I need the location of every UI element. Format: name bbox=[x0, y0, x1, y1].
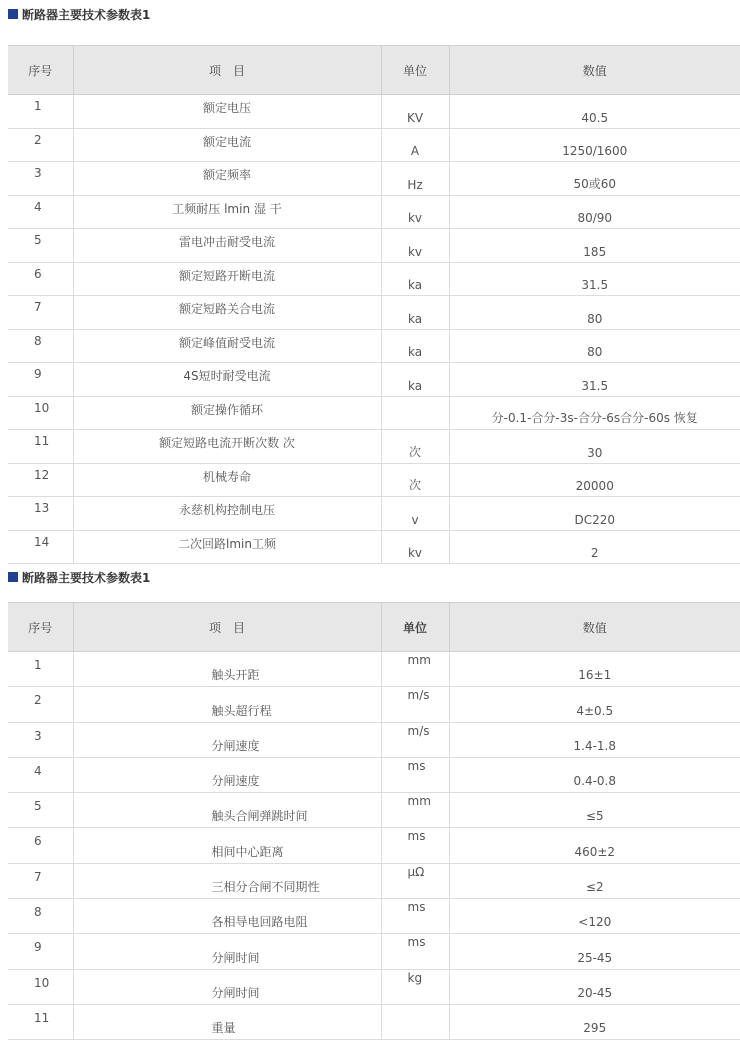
table-row bbox=[8, 969, 740, 1004]
row-unit bbox=[381, 1004, 449, 1039]
header-unit: 单位 bbox=[381, 603, 449, 652]
row-item: 额定电压 bbox=[73, 95, 381, 129]
row-index: 6 bbox=[8, 828, 73, 863]
row-index: 9 bbox=[8, 363, 73, 397]
row-index: 1 bbox=[8, 95, 73, 129]
row-index: 7 bbox=[8, 296, 73, 330]
header-value: 数值 bbox=[449, 46, 740, 95]
row-unit: 次 bbox=[381, 430, 449, 464]
row-unit: 次 bbox=[381, 463, 449, 497]
row-value: DC220 bbox=[449, 497, 740, 531]
table-row bbox=[8, 652, 740, 687]
row-unit: mm bbox=[381, 793, 449, 828]
row-index: 6 bbox=[8, 262, 73, 296]
row-item: 分闸时间 bbox=[73, 934, 381, 969]
row-value: ≤5 bbox=[449, 793, 740, 828]
row-index: 4 bbox=[8, 757, 73, 792]
row-unit: kv bbox=[381, 530, 449, 564]
table-row bbox=[8, 687, 740, 722]
table-row bbox=[8, 262, 740, 296]
table-row bbox=[8, 229, 740, 263]
header-index: 序号 bbox=[8, 603, 73, 652]
table-row bbox=[8, 95, 740, 129]
row-value: 40.5 bbox=[449, 95, 740, 129]
section2-title-text: 断路器主要技术参数表1 bbox=[22, 570, 151, 585]
row-unit: ms bbox=[381, 899, 449, 934]
row-value: 50或60 bbox=[449, 162, 740, 196]
row-item: 机械寿命 bbox=[73, 463, 381, 497]
row-unit: v bbox=[381, 497, 449, 531]
row-unit: Hz bbox=[381, 162, 449, 196]
row-item: 额定短路开断电流 bbox=[73, 262, 381, 296]
row-value: 295 bbox=[449, 1004, 740, 1039]
row-index: 11 bbox=[8, 1004, 73, 1039]
row-index: 13 bbox=[8, 497, 73, 531]
table-row bbox=[8, 463, 740, 497]
table-row bbox=[8, 329, 740, 363]
row-item: 额定短路关合电流 bbox=[73, 296, 381, 330]
row-index: 10 bbox=[8, 969, 73, 1004]
row-item: 工频耐压 lmin 湿 干 bbox=[73, 195, 381, 229]
row-item: 三相分合闸不同期性 bbox=[73, 863, 381, 898]
spec-table-2 bbox=[8, 602, 740, 1040]
table-row bbox=[8, 530, 740, 564]
table-row bbox=[8, 934, 740, 969]
row-index: 5 bbox=[8, 793, 73, 828]
row-unit: μΩ bbox=[381, 863, 449, 898]
section1-title-text: 断路器主要技术参数表1 bbox=[22, 7, 151, 22]
row-index: 11 bbox=[8, 430, 73, 464]
row-unit: ka bbox=[381, 329, 449, 363]
row-item: 分闸速度 bbox=[73, 722, 381, 757]
row-unit: ka bbox=[381, 296, 449, 330]
row-value: <120 bbox=[449, 899, 740, 934]
header-item: 项 目 bbox=[73, 46, 381, 95]
row-item: 额定频率 bbox=[73, 162, 381, 196]
table-row bbox=[8, 296, 740, 330]
row-item: 相间中心距离 bbox=[73, 828, 381, 863]
row-item: 额定电流 bbox=[73, 128, 381, 162]
row-value: ≤2 bbox=[449, 863, 740, 898]
row-item: 触头开距 bbox=[73, 652, 381, 687]
row-item: 重量 bbox=[73, 1004, 381, 1039]
row-index: 8 bbox=[8, 899, 73, 934]
row-index: 1 bbox=[8, 652, 73, 687]
row-value: 80 bbox=[449, 329, 740, 363]
row-item: 额定操作循环 bbox=[73, 396, 381, 430]
row-unit: mm bbox=[381, 652, 449, 687]
row-item: 触头超行程 bbox=[73, 687, 381, 722]
row-value: 31.5 bbox=[449, 262, 740, 296]
table-row bbox=[8, 899, 740, 934]
row-unit: ka bbox=[381, 363, 449, 397]
row-value: 16±1 bbox=[449, 652, 740, 687]
row-index: 14 bbox=[8, 530, 73, 564]
row-unit: KV bbox=[381, 95, 449, 129]
row-item: 额定峰值耐受电流 bbox=[73, 329, 381, 363]
section1-title bbox=[8, 7, 150, 21]
row-index: 2 bbox=[8, 128, 73, 162]
row-index: 2 bbox=[8, 687, 73, 722]
row-unit: m/s bbox=[381, 722, 449, 757]
row-item: 额定短路电流开断次数 次 bbox=[73, 430, 381, 464]
row-index: 7 bbox=[8, 863, 73, 898]
row-unit: ka bbox=[381, 262, 449, 296]
row-index: 3 bbox=[8, 162, 73, 196]
row-value: 80/90 bbox=[449, 195, 740, 229]
row-value: 25-45 bbox=[449, 934, 740, 969]
row-value: 20000 bbox=[449, 463, 740, 497]
section2-title bbox=[8, 570, 150, 584]
row-unit: A bbox=[381, 128, 449, 162]
row-unit: m/s bbox=[381, 687, 449, 722]
table-row bbox=[8, 1004, 740, 1039]
section-marker-icon bbox=[8, 9, 18, 19]
row-value: 185 bbox=[449, 229, 740, 263]
table-row bbox=[8, 863, 740, 898]
row-index: 3 bbox=[8, 722, 73, 757]
row-item: 分闸时间 bbox=[73, 969, 381, 1004]
row-index: 5 bbox=[8, 229, 73, 263]
row-item: 永慈机构控制电压 bbox=[73, 497, 381, 531]
row-item: 各相导电回路电阻 bbox=[73, 899, 381, 934]
table-row bbox=[8, 430, 740, 464]
table-header-row bbox=[8, 603, 740, 652]
header-item: 项 目 bbox=[73, 603, 381, 652]
table-row bbox=[8, 396, 740, 430]
row-value: 20-45 bbox=[449, 969, 740, 1004]
row-unit bbox=[381, 396, 449, 430]
row-item: 雷电冲击耐受电流 bbox=[73, 229, 381, 263]
table-row bbox=[8, 757, 740, 792]
row-value: 30 bbox=[449, 430, 740, 464]
table-row bbox=[8, 162, 740, 196]
table-header-row bbox=[8, 46, 740, 95]
table-row bbox=[8, 828, 740, 863]
row-item: 分闸速度 bbox=[73, 757, 381, 792]
table-row bbox=[8, 363, 740, 397]
row-unit: ms bbox=[381, 934, 449, 969]
table-row bbox=[8, 497, 740, 531]
header-value: 数值 bbox=[449, 603, 740, 652]
row-index: 4 bbox=[8, 195, 73, 229]
row-value: 4±0.5 bbox=[449, 687, 740, 722]
spec-table-1 bbox=[8, 45, 740, 564]
row-value: 分-0.1-合分-3s-合分-6s合分-60s 恢复 bbox=[449, 396, 740, 430]
row-value: 2 bbox=[449, 530, 740, 564]
row-unit: kv bbox=[381, 195, 449, 229]
row-unit: ms bbox=[381, 757, 449, 792]
header-unit: 单位 bbox=[381, 46, 449, 95]
row-item: 二次回路lmin工频 bbox=[73, 530, 381, 564]
table-row bbox=[8, 128, 740, 162]
header-index: 序号 bbox=[8, 46, 73, 95]
row-value: 1250/1600 bbox=[449, 128, 740, 162]
row-unit: kv bbox=[381, 229, 449, 263]
row-value: 0.4-0.8 bbox=[449, 757, 740, 792]
row-value: 31.5 bbox=[449, 363, 740, 397]
row-index: 12 bbox=[8, 463, 73, 497]
row-value: 1.4-1.8 bbox=[449, 722, 740, 757]
row-value: 80 bbox=[449, 296, 740, 330]
table-row bbox=[8, 195, 740, 229]
row-value: 460±2 bbox=[449, 828, 740, 863]
section-marker-icon bbox=[8, 572, 18, 582]
row-index: 9 bbox=[8, 934, 73, 969]
row-item: 4S短时耐受电流 bbox=[73, 363, 381, 397]
row-index: 10 bbox=[8, 396, 73, 430]
row-index: 8 bbox=[8, 329, 73, 363]
row-item: 触头合闸弹跳时间 bbox=[73, 793, 381, 828]
row-unit: ms bbox=[381, 828, 449, 863]
table-row bbox=[8, 722, 740, 757]
table-row bbox=[8, 793, 740, 828]
row-unit: kg bbox=[381, 969, 449, 1004]
